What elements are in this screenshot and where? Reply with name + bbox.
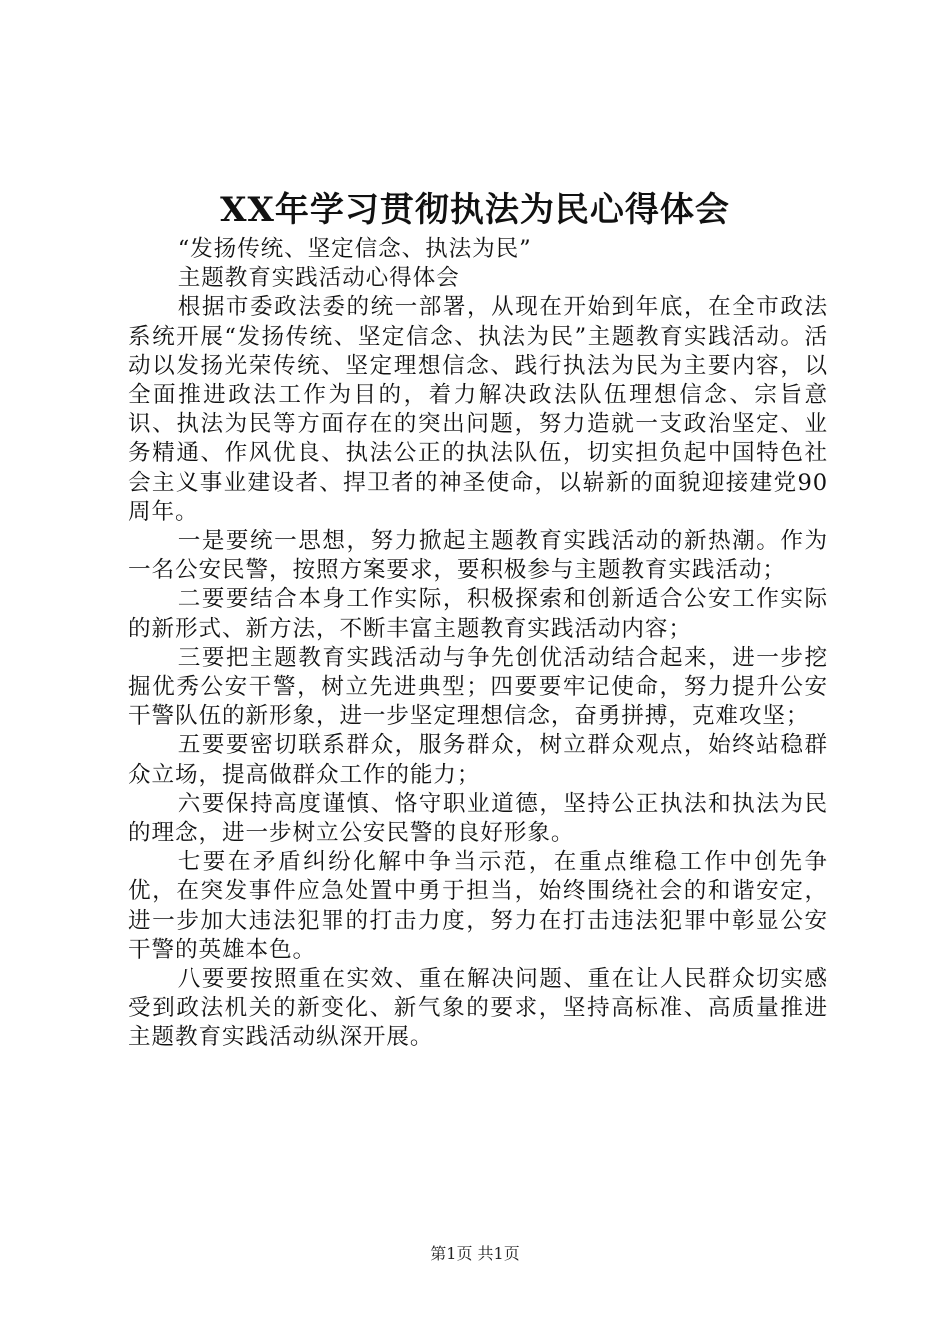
paragraph-point-5: 五要要密切联系群众，服务群众，树立群众观点，始终站稳群众立场，提高做群众工作的能力； <box>128 732 828 788</box>
subtitle-quote: “发扬传统、坚定信念、执法为民” <box>177 236 532 262</box>
paragraph-point-8: 八要要按照重在实效、重在解决问题、重在让人民群众切实感受到政法机关的新变化、新气象的要求，坚持高标准、高质量推进主题教育实践活动纵深开展。 <box>128 966 828 1051</box>
document-title: XX年学习贯彻执法为民心得体会 <box>220 190 730 230</box>
paragraph-point-6: 六要保持高度谨慎、恪守职业道德，坚持公正执法和执法为民的理念，进一步树立公安民警的良好形象。 <box>128 790 828 847</box>
page-footer: 第1页 共1页 <box>430 1244 520 1263</box>
paragraph-point-3-4: 三要把主题教育实践活动与争先创优活动结合起来，进一步挖掘优秀公安干警，树立先进典型；四要要牢记使命，努力提升公安干警队伍的新形象，进一步坚定理想信念，奋勇拼搏，克难攻坚； <box>128 644 828 730</box>
paragraph-point-7: 七要在矛盾纠纷化解中争当示范，在重点维稳工作中创先争优，在突发事件应急处置中勇于担当，始终围绕社会的和谐安定，进一步加大违法犯罪的打击力度，努力在打击违法犯罪中彰显公安干警的英雄本色。 <box>128 849 828 963</box>
document-body <box>128 235 828 1053</box>
paragraph-intro: 根据市委政法委的统一部署，从现在开始到年底，在全市政法系统开展“发扬传统、坚定信念、执法为民”主题教育实践活动。活动以发扬光荣传统、坚定理想信念、践行执法为民为主要内容，以全面推进政法工作为目的，着力解决政法队伍理想信念、宗旨意识、执法为民等方面存在的突出问题，努力造就一支政治坚定、业务精通、作风优良、执法公正的执法队伍，切实担负起中国特色社会主义事业建设者、捍卫者的神圣使命，以崭新的面貌迎接建党90周年。 <box>128 294 828 525</box>
paragraph-point-1: 一是要统一思想，努力掀起主题教育实践活动的新热潮。作为一名公安民警，按照方案要求，要积极参与主题教育实践活动； <box>128 528 828 584</box>
subtitle-activity: 主题教育实践活动心得体会 <box>177 265 460 292</box>
paragraph-point-2: 二要要结合本身工作实际，积极探索和创新适合公安工作实际的新形式、新方法，不断丰富主题教育实践活动内容； <box>128 586 828 642</box>
